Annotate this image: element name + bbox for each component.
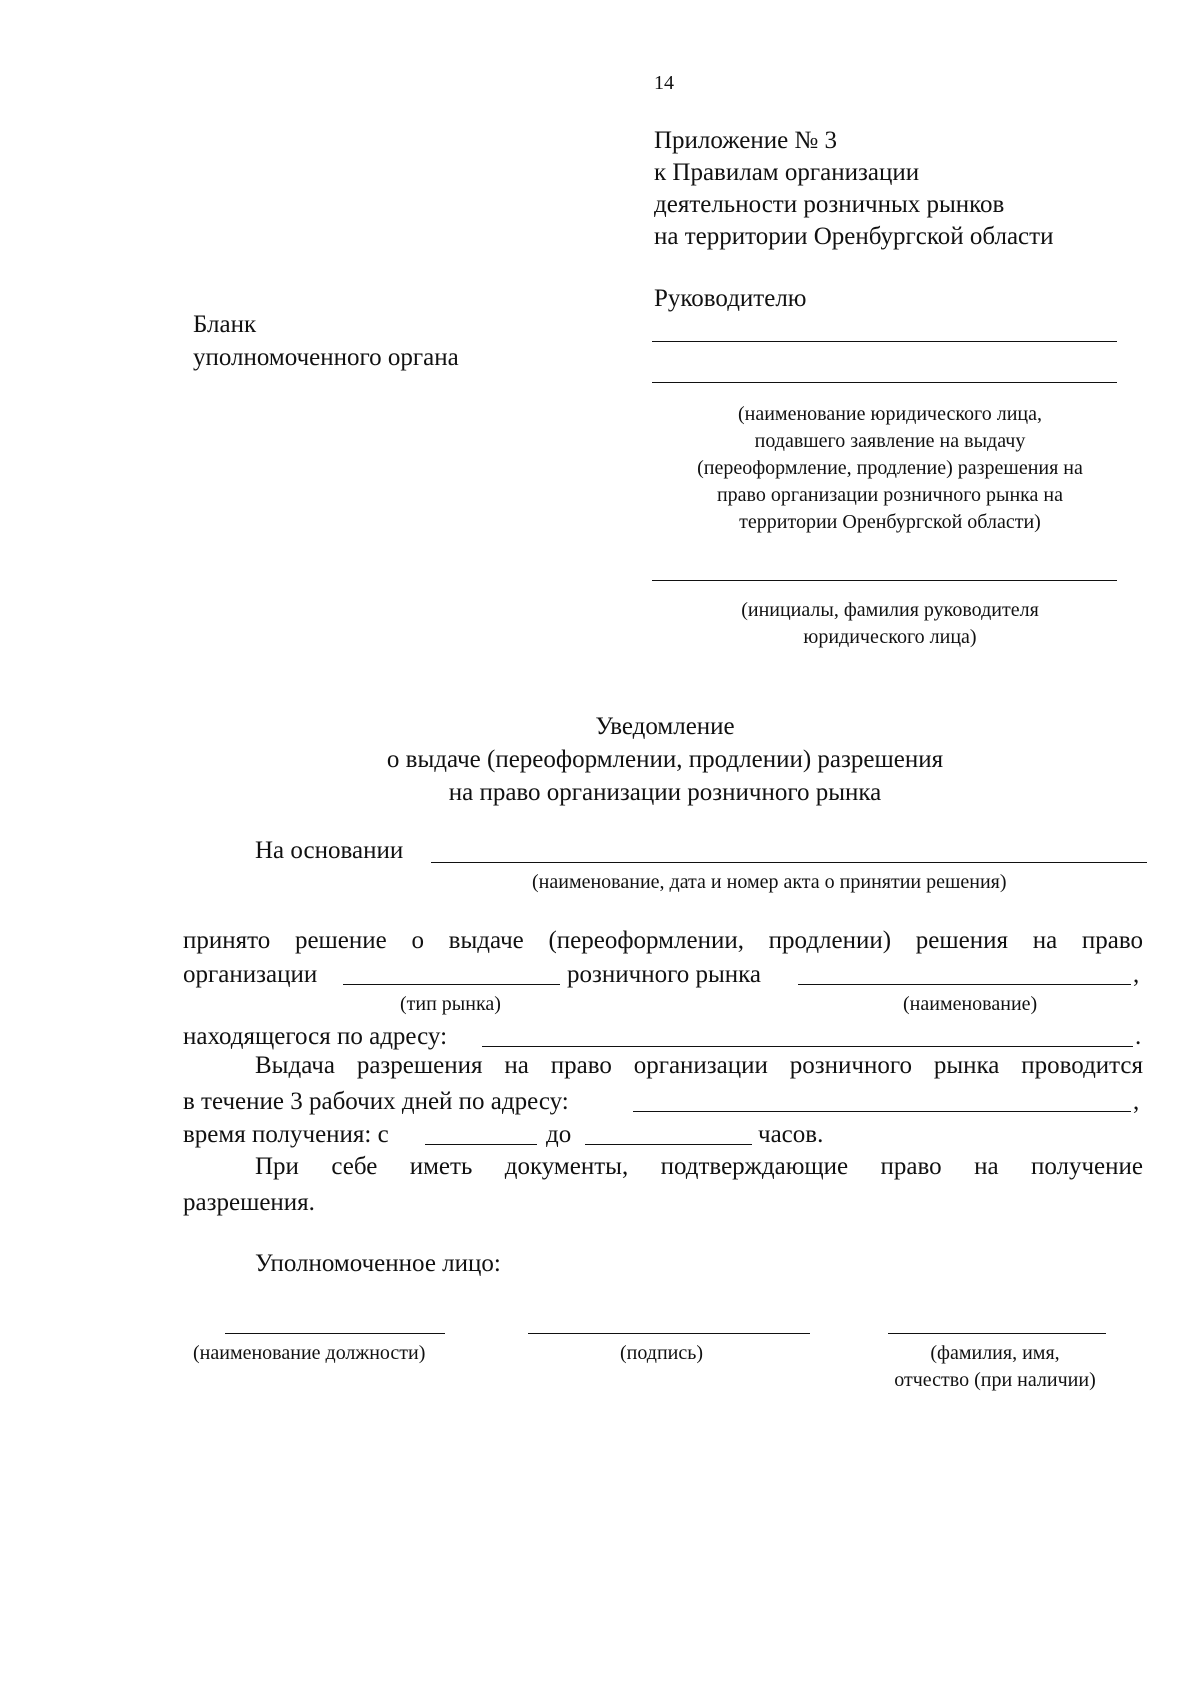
market-word: розничного рынка bbox=[567, 961, 762, 988]
sign-caption: (подпись) bbox=[620, 1342, 704, 1364]
time-hours-label: часов. bbox=[758, 1121, 824, 1148]
market-name-fill-line bbox=[798, 984, 1131, 985]
days-label: в течение 3 рабочих дней по адресу: bbox=[183, 1088, 569, 1115]
addressee-caption-1-l5: территории Оренбургской области) bbox=[739, 511, 1041, 533]
title-line-3: на право организации розничного рынка bbox=[448, 779, 882, 806]
page-number: 14 bbox=[654, 72, 674, 94]
time-from-fill-line bbox=[425, 1144, 537, 1145]
decision-line: принято решение о выдаче (переоформлении, продлении) решения на право bbox=[183, 927, 1143, 954]
issue-line: Выдача разрешения на право организации розничного рынка проводится bbox=[255, 1052, 1143, 1079]
market-type-caption: (тип рынка) bbox=[400, 993, 501, 1015]
docs-line-1: При себе иметь документы, подтверждающие право на получение bbox=[255, 1153, 1143, 1180]
addressee-caption-2-l1: (инициалы, фамилия руководителя bbox=[741, 599, 1039, 621]
time-to-fill-line bbox=[585, 1144, 752, 1145]
blank-line-2: уполномоченного органа bbox=[193, 344, 459, 371]
addressee-caption-2-l2: юридического лица) bbox=[803, 626, 977, 648]
org-word: организации bbox=[183, 961, 318, 988]
issue-address-fill-line bbox=[633, 1111, 1131, 1112]
appendix-line-2: к Правилам организации bbox=[654, 159, 920, 186]
appendix-line-4: на территории Оренбургской области bbox=[654, 223, 1054, 250]
addressee-fill-line-1 bbox=[652, 341, 1117, 342]
market-name-caption: (наименование) bbox=[903, 993, 1038, 1015]
time-to-label: до bbox=[546, 1121, 572, 1148]
addressee-to: Руководителю bbox=[654, 285, 807, 312]
addressee-fill-line-2 bbox=[652, 382, 1117, 383]
period-1: . bbox=[1135, 1023, 1142, 1050]
blank-line-1: Бланк bbox=[193, 311, 257, 338]
fullname-caption-l2: отчество (при наличии) bbox=[894, 1369, 1096, 1391]
basis-fill-line bbox=[431, 862, 1147, 863]
title-line-1: Уведомление bbox=[595, 713, 735, 740]
fullname-fill-line bbox=[888, 1333, 1106, 1334]
sign-fill-line bbox=[528, 1333, 810, 1334]
addressee-caption-1-l3: (переоформление, продление) разрешения на bbox=[697, 457, 1083, 479]
docs-line-2: разрешения. bbox=[183, 1189, 315, 1216]
appendix-line-3: деятельности розничных рынков bbox=[654, 191, 1005, 218]
signature-label: Уполномоченное лицо: bbox=[255, 1250, 501, 1277]
address-label: находящегося по адресу: bbox=[183, 1023, 448, 1050]
comma-1: , bbox=[1133, 961, 1140, 988]
basis-label: На основании bbox=[255, 837, 404, 864]
position-caption: (наименование должности) bbox=[193, 1342, 426, 1364]
fullname-caption-l1: (фамилия, имя, bbox=[930, 1342, 1060, 1364]
basis-caption: (наименование, дата и номер акта о принятии решения) bbox=[532, 871, 1007, 893]
appendix-line-1: Приложение № 3 bbox=[654, 127, 838, 154]
market-type-fill-line bbox=[343, 984, 560, 985]
address-fill-line bbox=[482, 1046, 1133, 1047]
addressee-caption-1-l4: право организации розничного рынка на bbox=[716, 484, 1064, 506]
time-from-label: время получения: с bbox=[183, 1121, 389, 1148]
addressee-fill-line-3 bbox=[652, 580, 1117, 581]
title-line-2: о выдаче (переоформлении, продлении) разрешения bbox=[386, 746, 944, 773]
position-fill-line bbox=[225, 1333, 445, 1334]
addressee-caption-1-l2: подавшего заявление на выдачу bbox=[754, 430, 1026, 452]
addressee-caption-1-l1: (наименование юридического лица, bbox=[737, 403, 1043, 425]
comma-2: , bbox=[1133, 1088, 1140, 1115]
